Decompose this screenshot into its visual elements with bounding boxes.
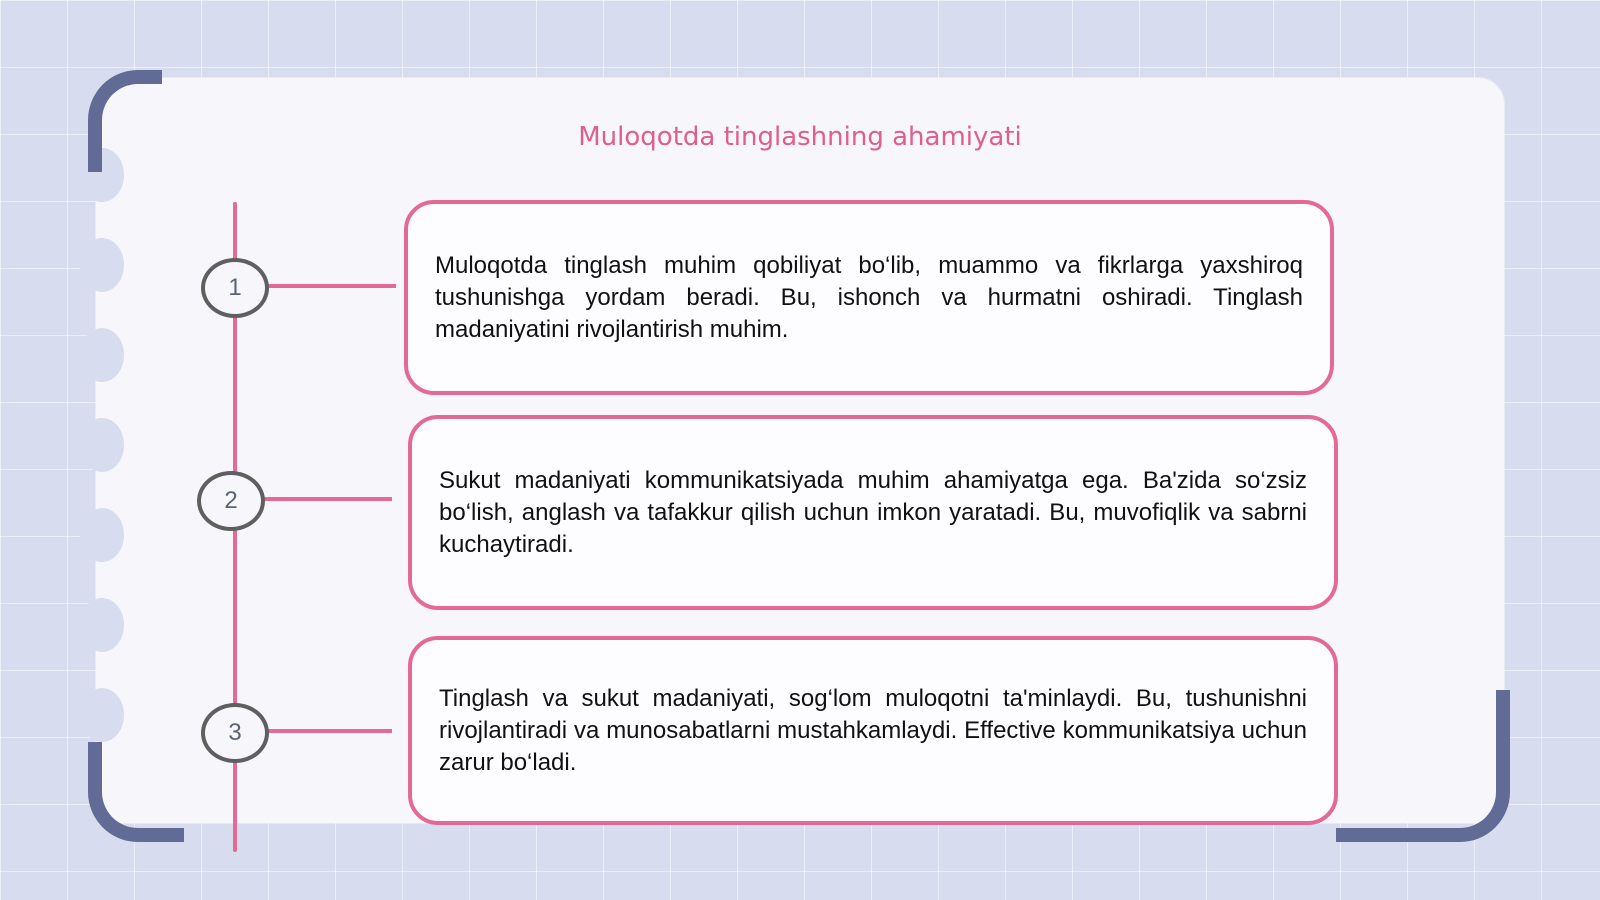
step-text: Muloqotda tinglash muhim qobiliyat bo‘lib, muammo va fikrlarga yaxshiroq tushunishga yordam beradi. Bu, ishonch va hurmatni oshiradi. Tinglash madaniyatini rivojlantirish muhim. <box>435 251 1303 343</box>
corner-bracket-top-left <box>88 70 162 172</box>
step-text-box <box>408 415 1338 610</box>
card-edge-notch <box>80 598 124 652</box>
step-number-badge: 1 <box>201 258 269 318</box>
corner-bracket-bottom-left <box>88 742 184 842</box>
step-number-badge: 2 <box>197 471 265 531</box>
step-text: Sukut madaniyati kommunikatsiyada muhim ahamiyatga ega. Ba'zida so‘zsiz bo‘lish, anglash va tafakkur qilish uchun imkon yaratadi. Bu, muvofiqlik va sabrni kuchaytiradi. <box>439 466 1307 558</box>
step-text-box <box>408 636 1338 825</box>
card-edge-notch <box>80 688 124 742</box>
step-text: Tinglash va sukut madaniyati, sog‘lom muloqotni ta'minlaydi. Bu, tushunishni rivojlantiradi va munosabatlarni mustahkamlaydi. Effective kommunikatsiya uchun zarur bo‘ladi. <box>439 684 1307 776</box>
step-number-badge: 3 <box>201 703 269 763</box>
card-edge-notch <box>80 508 124 562</box>
card-edge-notch <box>80 328 124 382</box>
slide-title: Muloqotda tinglashning ahamiyati <box>578 122 1022 152</box>
step-text-box <box>404 200 1334 395</box>
step-connector <box>262 284 396 288</box>
card-edge-notch <box>80 238 124 292</box>
step-connector <box>262 729 392 733</box>
step-connector <box>258 497 392 501</box>
card-edge-notch <box>80 418 124 472</box>
corner-bracket-bottom-right <box>1336 690 1510 842</box>
